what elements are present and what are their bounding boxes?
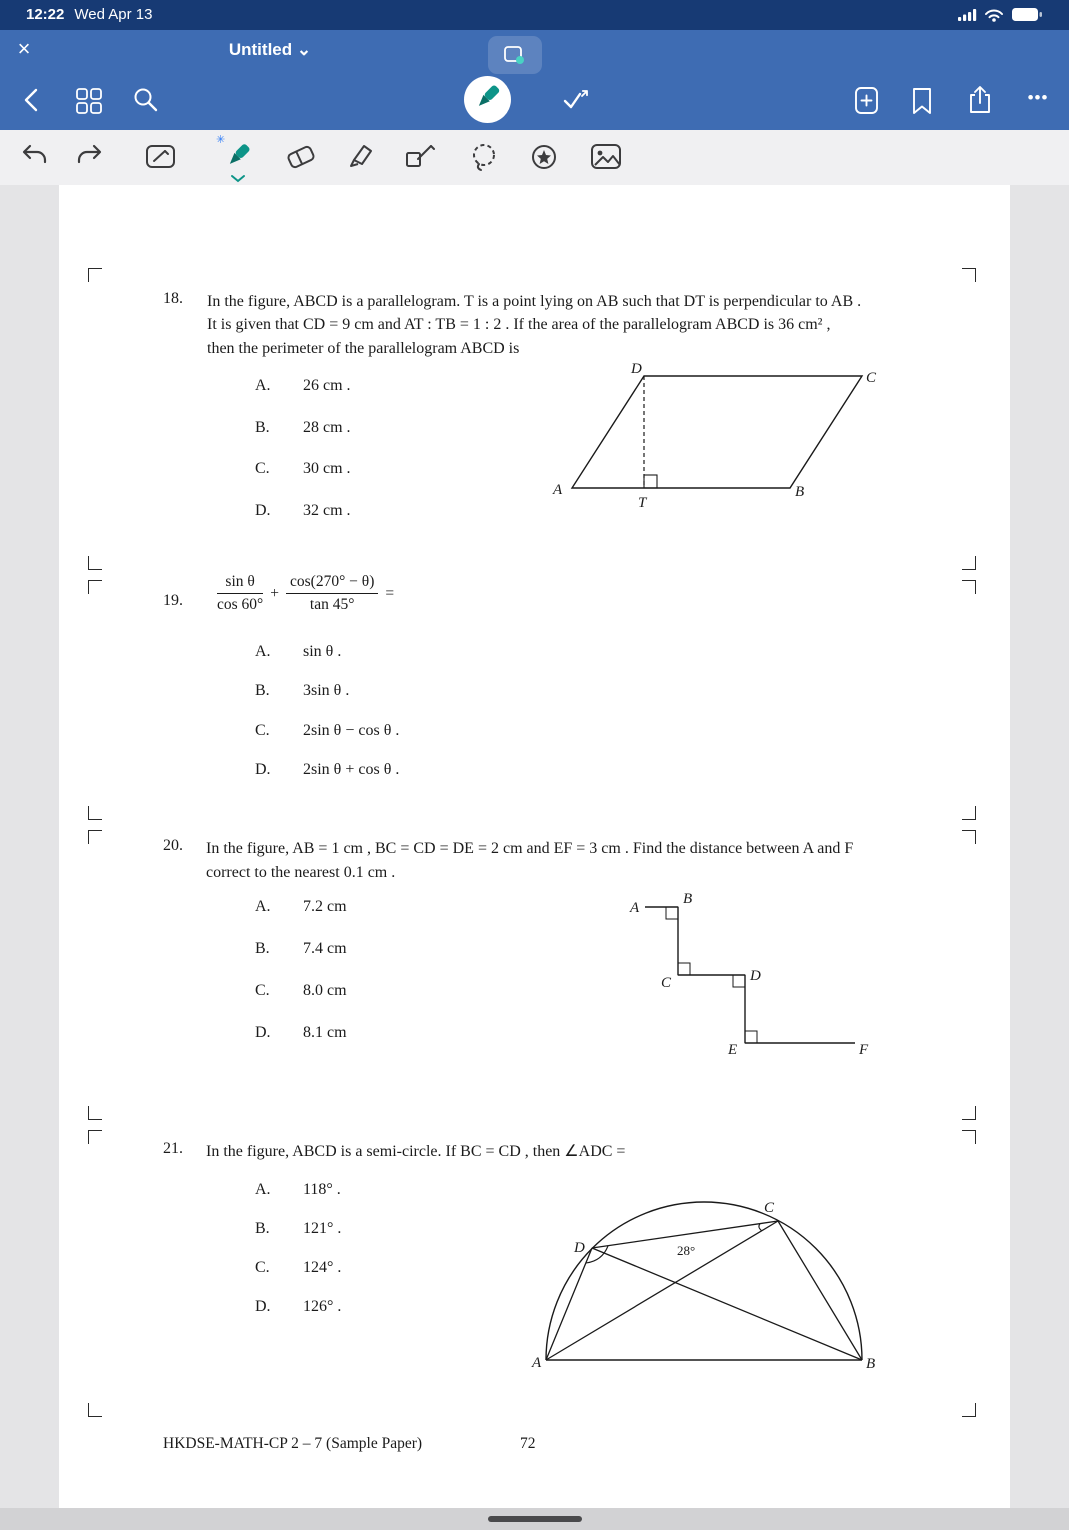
tools-toolbar	[0, 130, 1069, 186]
equals-sign: =	[385, 584, 395, 602]
crop-mark	[88, 1403, 102, 1417]
home-indicator[interactable]	[488, 1516, 582, 1522]
question-20-number: 20.	[163, 837, 183, 854]
document-title-text: Untitled	[228, 40, 293, 59]
option-text: 7.2 cm	[303, 898, 347, 915]
status-bar	[0, 0, 1069, 30]
crop-mark	[962, 580, 976, 594]
share-icon[interactable]	[966, 85, 994, 115]
option-text: 8.1 cm	[303, 1024, 347, 1041]
vertex-label: T	[638, 495, 647, 511]
q20-option-d	[255, 1024, 347, 1042]
undo-icon[interactable]	[18, 141, 52, 175]
crop-mark	[88, 1106, 102, 1120]
q18-option-a	[255, 377, 351, 395]
vertex-label: D	[750, 968, 761, 984]
option-text: 28 cm .	[303, 419, 351, 436]
option-text: 32 cm .	[303, 502, 351, 519]
battery-icon	[1012, 8, 1044, 22]
q19-option-c	[255, 722, 399, 740]
q19-option-a	[255, 643, 341, 661]
question-18-line3: then the perimeter of the parallelogram ABCD is	[207, 340, 520, 357]
angle-label: 28°	[677, 1243, 696, 1258]
vertex-label: A	[532, 1355, 542, 1371]
profile-dot	[516, 56, 524, 64]
pen-selected-caret-icon	[230, 174, 246, 183]
crop-mark	[88, 830, 102, 844]
option-label: D.	[255, 761, 271, 778]
pen-avatar-icon	[464, 76, 511, 123]
question-19-number: 19.	[163, 592, 183, 609]
question-18-line1: In the figure, ABCD is a parallelogram. T is a point lying on AB such that DT is perpendicular to AB .	[207, 293, 862, 310]
date: Wed Apr 13	[74, 6, 153, 23]
vertex-label: C	[764, 1200, 775, 1216]
crop-mark	[88, 806, 102, 820]
option-label: A.	[255, 643, 271, 660]
q20-option-c	[255, 982, 347, 1000]
option-text: 7.4 cm	[303, 940, 347, 957]
eraser-tool-icon[interactable]	[284, 141, 318, 175]
vertex-label: C	[866, 370, 877, 386]
tab-highlight[interactable]	[488, 36, 542, 74]
q19-option-d	[255, 761, 399, 779]
chevron-down-icon: ⌄	[296, 40, 312, 59]
crop-mark	[962, 1130, 976, 1144]
q18-option-d	[255, 502, 351, 520]
q20-option-a	[255, 898, 347, 916]
bookmark-icon[interactable]	[911, 87, 935, 115]
option-text: 2sin θ + cos θ .	[303, 761, 400, 778]
numerator: cos(270° − θ)	[286, 573, 378, 594]
denominator: tan 45°	[309, 596, 355, 613]
q21-option-b	[255, 1220, 341, 1238]
option-label: D.	[255, 502, 271, 519]
q21-option-d	[255, 1298, 341, 1316]
question-21-line1: In the figure, ABCD is a semi-circle. If BC = CD , then ∠ADC =	[206, 1143, 626, 1160]
vertex-label: B	[683, 891, 693, 907]
option-text: 2sin θ − cos θ .	[303, 722, 400, 739]
crop-mark	[88, 1130, 102, 1144]
redo-icon[interactable]	[74, 141, 108, 175]
q19-option-b	[255, 682, 349, 700]
footer-paper-id: HKDSE-MATH-CP 2 – 7 (Sample Paper)	[163, 1435, 423, 1452]
add-page-icon[interactable]	[853, 87, 881, 115]
shapes-tool-icon[interactable]	[404, 141, 438, 175]
option-label: B.	[255, 419, 270, 436]
crop-mark	[962, 806, 976, 820]
pen-mode-avatar[interactable]	[464, 76, 511, 123]
back-chevron-icon[interactable]	[22, 87, 42, 113]
crop-mark	[962, 1403, 976, 1417]
denominator: cos 60°	[217, 596, 264, 613]
option-label: C.	[255, 982, 270, 999]
option-label: D.	[255, 1298, 271, 1315]
fraction	[217, 573, 263, 614]
crop-mark	[962, 1106, 976, 1120]
close-button[interactable]: ×	[17, 36, 31, 61]
clock: 12:22	[26, 6, 65, 23]
zoom-window-tool-icon[interactable]	[144, 141, 178, 175]
q20-figure-staircase	[619, 890, 884, 1068]
option-text: 126° .	[303, 1298, 342, 1315]
crop-mark	[962, 830, 976, 844]
question-20-line1: In the figure, AB = 1 cm , BC = CD = DE = 2 cm and EF = 3 cm . Find the distance between A and F	[206, 840, 854, 857]
more-options-icon[interactable]: •••	[1027, 88, 1049, 107]
option-label: C.	[255, 460, 270, 477]
option-text: 3sin θ .	[303, 682, 350, 699]
option-label: C.	[255, 722, 270, 739]
vertex-label: A	[553, 482, 563, 498]
q18-option-b	[255, 419, 351, 437]
q20-option-b	[255, 940, 347, 958]
crop-mark	[88, 580, 102, 594]
vertex-label: B	[866, 1356, 876, 1372]
vertex-label: D	[631, 363, 642, 377]
vertex-label: A	[630, 900, 640, 916]
question-18-line2: It is given that CD = 9 cm and AT : TB = 1 : 2 . If the area of the parallelogram ABCD is 36 cm² ,	[207, 316, 831, 333]
document-canvas[interactable]	[0, 185, 1069, 1530]
search-icon[interactable]	[133, 87, 159, 113]
thumbnails-grid-icon[interactable]	[76, 88, 102, 114]
header	[0, 30, 1069, 130]
tabs-icon	[503, 45, 527, 67]
option-label: A.	[255, 898, 271, 915]
option-label: B.	[255, 682, 270, 699]
option-label: A.	[255, 377, 271, 394]
option-text: 121° .	[303, 1220, 342, 1237]
numerator: sin θ	[217, 573, 263, 594]
option-label: B.	[255, 1220, 270, 1237]
option-text: 118° .	[303, 1181, 341, 1198]
q21-option-c	[255, 1259, 341, 1277]
crop-mark	[962, 268, 976, 282]
pencil-connected-icon: ✳	[216, 134, 226, 146]
plus-sign: +	[270, 584, 279, 602]
option-label: C.	[255, 1259, 270, 1276]
vertex-label: F	[859, 1042, 869, 1058]
fraction	[286, 573, 378, 614]
document-title[interactable]	[180, 40, 360, 60]
q21-figure-semicircle	[529, 1195, 889, 1380]
option-text: sin θ .	[303, 643, 342, 660]
highlighter-tool-icon[interactable]	[344, 141, 378, 175]
option-text: 8.0 cm	[303, 982, 347, 999]
pen-tool-icon[interactable]	[220, 139, 254, 173]
convert-check-icon[interactable]	[562, 88, 590, 114]
cellular-icon	[958, 8, 978, 22]
option-label: B.	[255, 940, 270, 957]
option-label: D.	[255, 1024, 271, 1041]
lasso-tool-icon[interactable]	[467, 141, 501, 175]
stickers-tool-icon[interactable]	[527, 141, 561, 175]
q18-option-c	[255, 460, 351, 478]
vertex-label: D	[574, 1240, 585, 1256]
option-label: A.	[255, 1181, 271, 1198]
crop-mark	[88, 268, 102, 282]
status-time-date	[26, 6, 152, 23]
wifi-icon	[984, 8, 1004, 22]
exam-page[interactable]	[59, 185, 1010, 1508]
question-20-line2: correct to the nearest 0.1 cm .	[206, 864, 396, 881]
question-19-expression	[217, 573, 394, 614]
q18-figure-parallelogram	[549, 363, 889, 515]
q21-option-a	[255, 1181, 341, 1199]
crop-mark	[962, 556, 976, 570]
image-tool-icon[interactable]	[589, 141, 623, 175]
option-text: 124° .	[303, 1259, 342, 1276]
footer-page-number: 72	[520, 1435, 536, 1452]
crop-mark	[88, 556, 102, 570]
option-text: 30 cm .	[303, 460, 351, 477]
vertex-label: B	[795, 484, 805, 500]
option-text: 26 cm .	[303, 377, 351, 394]
question-18-number: 18.	[163, 290, 183, 307]
vertex-label: C	[661, 975, 672, 991]
vertex-label: E	[728, 1042, 738, 1058]
question-21-number: 21.	[163, 1140, 183, 1157]
